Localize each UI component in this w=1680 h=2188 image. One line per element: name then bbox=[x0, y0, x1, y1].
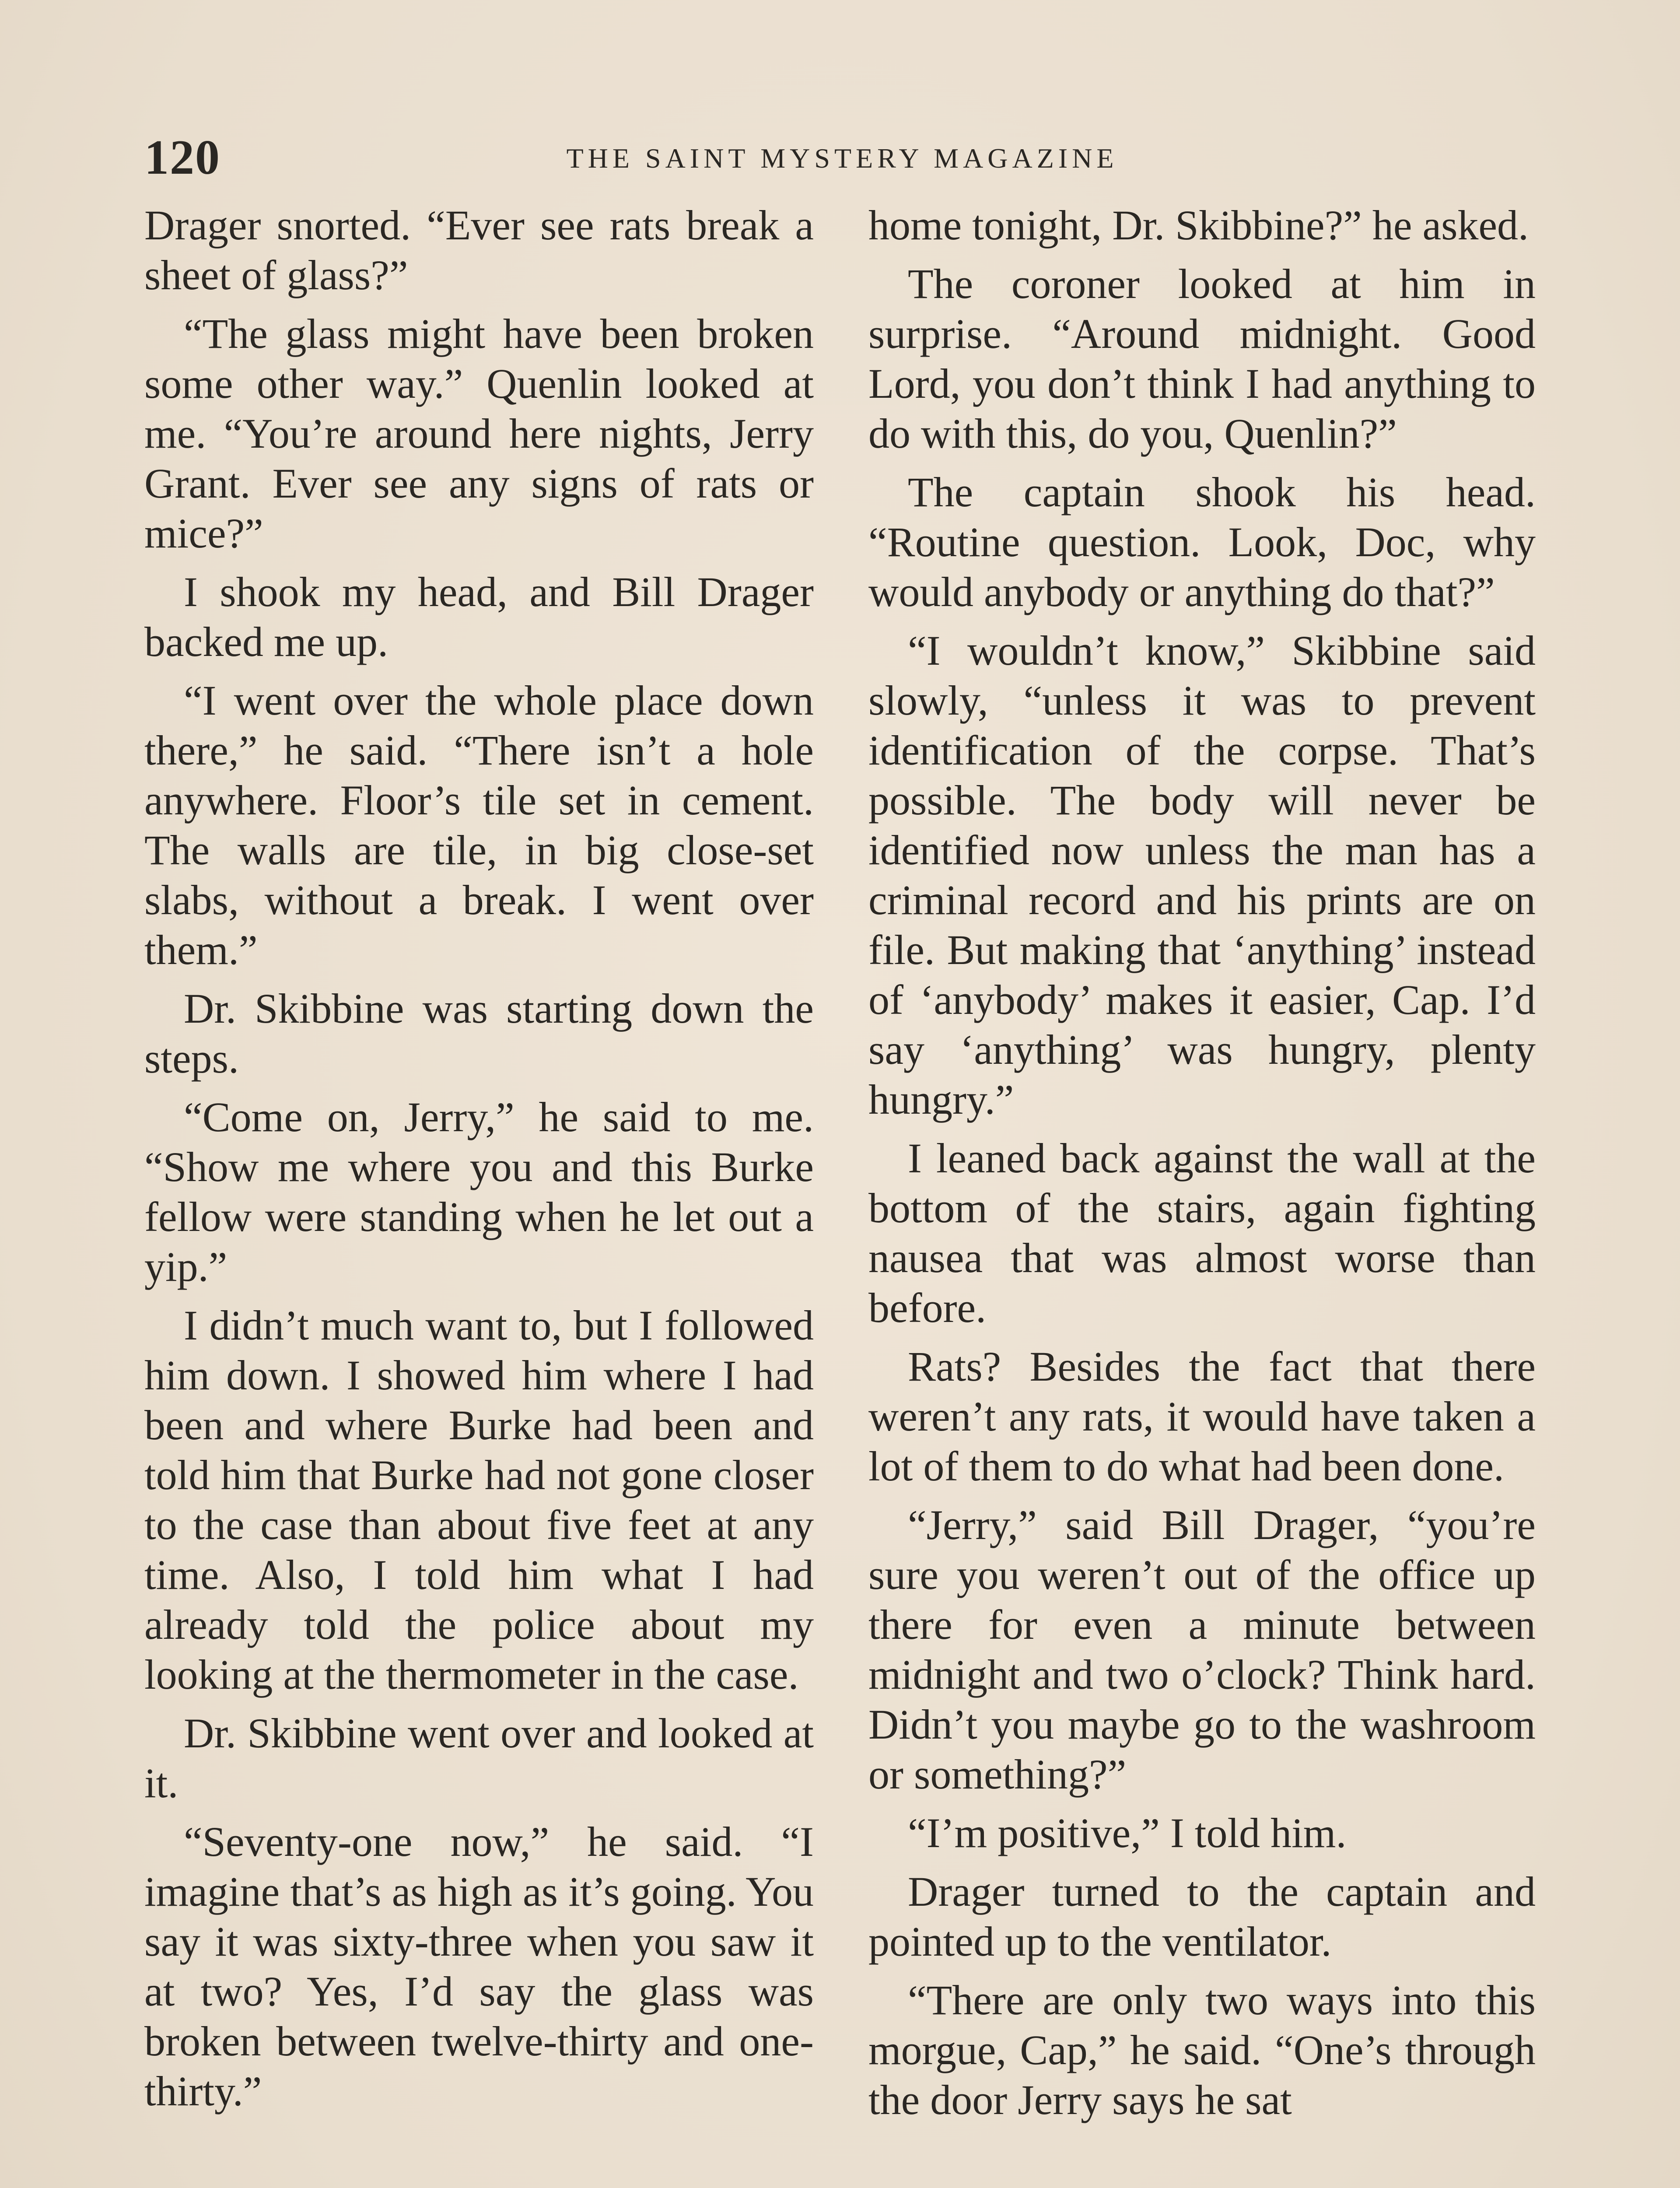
paragraph: Dr. Skibbine went over and looked at it. bbox=[144, 1710, 814, 1806]
paragraph: “I wouldn’t know,” Skibbine said slowly, “unless it was to prevent identification of the corpse. That’s possible. The body will never be identified now unless the man has a criminal record and his prints are on file. But making that ‘anything’ instead of ‘anybody’ makes it easier, Cap. I’d say ‘anything’ was hungry, plenty hungry.” bbox=[868, 627, 1536, 1123]
left-text-column bbox=[144, 200, 814, 2188]
paragraph: “Jerry,” said Bill Drager, “you’re sure you weren’t out of the office up there for even a minute between midnight and two o’clock? Think hard. Didn’t you maybe go to the washroom or something?” bbox=[868, 1501, 1536, 1798]
page-number: 120 bbox=[144, 130, 220, 185]
paragraph: “The glass might have been broken some other way.” Quenlin looked at me. “You’re around here nights, Jerry Grant. Ever see any signs of rats or mice?” bbox=[144, 310, 814, 557]
paragraph: Rats? Besides the fact that there weren’t any rats, it would have taken a lot of them to do what had been done. bbox=[868, 1343, 1536, 1490]
paragraph: “There are only two ways into this morgue, Cap,” he said. “One’s through the door Jerry says he sat bbox=[868, 1977, 1536, 2123]
paragraph: Drager snorted. “Ever see rats break a sheet of glass?” bbox=[144, 202, 814, 298]
paragraph: The coroner looked at him in surprise. “Around midnight. Good Lord, you don’t think I had anything to do with this, do you, Quenlin?” bbox=[868, 260, 1536, 457]
paragraph: The captain shook his head. “Routine question. Look, Doc, why would anybody or anything do that?” bbox=[868, 469, 1536, 615]
running-head-title: THE SAINT MYSTERY MAGAZINE bbox=[566, 143, 1118, 174]
paragraph: Dr. Skibbine was starting down the steps. bbox=[144, 985, 814, 1082]
paragraph: “Come on, Jerry,” he said to me. “Show me where you and this Burke fellow were standing when he let out a yip.” bbox=[144, 1094, 814, 1290]
paragraph: “I’m positive,” I told him. bbox=[908, 1809, 1347, 1856]
right-text-column bbox=[868, 200, 1536, 2134]
page-header bbox=[144, 131, 1540, 184]
paragraph: I didn’t much want to, but I followed him down. I showed him where I had been and where Burke had been and told him that Burke had not gone closer to the case than about five feet at any time. Also, I told him what I had already told the police about my looking at the thermometer in the case. bbox=[144, 1302, 814, 1698]
paragraph: “Seventy-one now,” he said. “I imagine that’s as high as it’s going. You say it was sixty-three when you saw it at two? Yes, I’d say the glass was broken between twelve-thirty and one-thirty.” bbox=[144, 1818, 814, 2114]
paragraph: Drager turned to the captain and pointed up to the ventilator. bbox=[868, 1868, 1536, 1965]
paragraph: I shook my head, and Bill Drager backed me up. bbox=[144, 568, 814, 665]
paragraph: home tonight, Dr. Skibbine?” he asked. bbox=[868, 202, 1529, 249]
paragraph: I leaned back against the wall at the bottom of the stairs, again fighting nausea that was almost worse than before. bbox=[868, 1135, 1536, 1331]
paragraph: “I went over the whole place down there,” he said. “There isn’t a hole anywhere. Floor’s tile set in cement. The walls are tile, in big close-set slabs, without a break. I went over them.” bbox=[144, 677, 814, 973]
